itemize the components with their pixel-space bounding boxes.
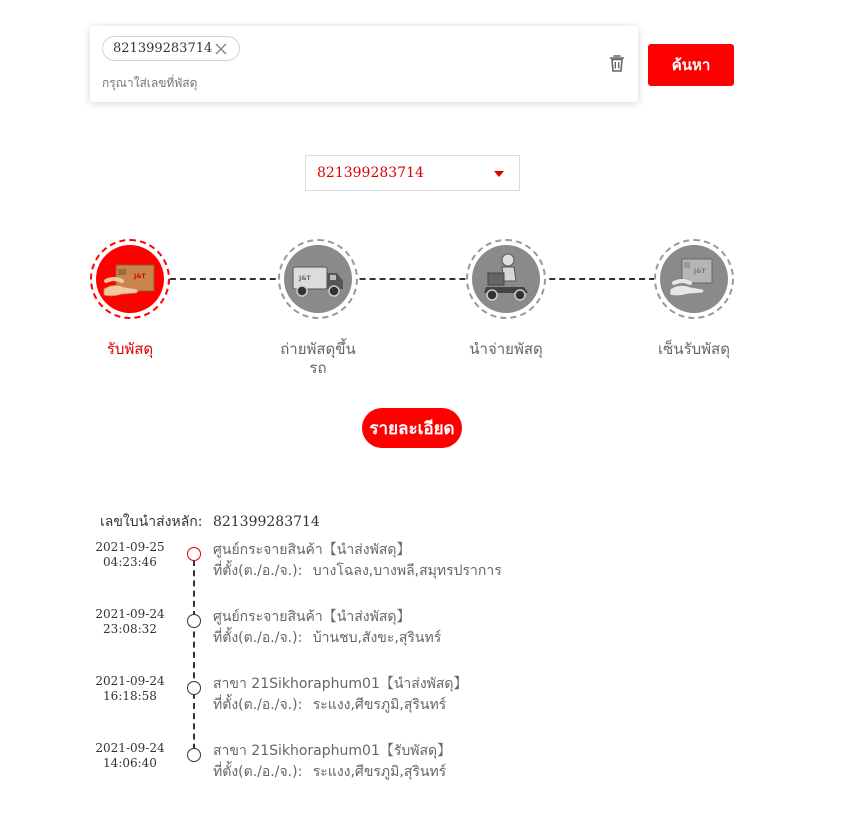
delivery-truck-icon xyxy=(284,245,352,313)
search-card xyxy=(90,26,638,102)
step-out-for-delivery xyxy=(466,239,546,319)
main-waybill xyxy=(100,511,320,533)
main-waybill-value: 821399283714 xyxy=(212,514,320,530)
location-label: ที่ตั้ง(ต./อ./จ.): xyxy=(213,630,303,646)
event-location xyxy=(213,696,446,715)
close-icon[interactable] xyxy=(214,42,228,56)
event-title: ศูนย์กระจายสินค้า【นำส่งพัสดุ】 xyxy=(213,542,411,558)
timeline-event xyxy=(0,674,867,734)
event-time: 14:06:40 xyxy=(103,756,157,770)
timeline-dot xyxy=(187,748,201,762)
step-loaded-on-truck xyxy=(278,239,358,319)
timeline-event xyxy=(0,607,867,667)
location-value: ระแงง,ศีขรภูมิ,สุรินทร์ xyxy=(312,697,447,713)
location-label: ที่ตั้ง(ต./อ./จ.): xyxy=(213,764,303,780)
courier-scooter-icon xyxy=(472,245,540,313)
event-title: สาขา 21Sikhoraphum01【รับพัสดุ】 xyxy=(213,743,452,759)
tracking-number-chip[interactable] xyxy=(102,36,240,61)
event-location xyxy=(213,763,446,782)
step-label-signed-for: เซ็นรับพัสดุ xyxy=(658,340,730,358)
event-date: 2021-09-24 xyxy=(95,741,165,755)
select-value: 821399283714 xyxy=(317,165,424,181)
signature-receipt-icon xyxy=(660,245,728,313)
event-date: 2021-09-24 xyxy=(95,674,165,688)
step-label-parcel-received: รับพัสดุ xyxy=(106,340,154,358)
location-label: ที่ตั้ง(ต./อ./จ.): xyxy=(213,563,303,579)
location-label: ที่ตั้ง(ต./อ./จ.): xyxy=(213,697,303,713)
event-location xyxy=(213,562,502,581)
event-time: 04:23:46 xyxy=(103,555,157,569)
event-time: 23:08:32 xyxy=(103,622,157,636)
svg-text:J&T: J&T xyxy=(134,273,146,280)
step-label-out-for-delivery: นำจ่ายพัสดุ xyxy=(469,340,543,358)
search-hint: กรุณาใส่เลขที่พัสดุ xyxy=(102,76,198,90)
timeline-dot xyxy=(187,547,201,561)
timeline-event xyxy=(0,540,867,600)
event-title: สาขา 21Sikhoraphum01【นำส่งพัสดุ】 xyxy=(213,676,468,692)
location-value: ระแงง,ศีขรภูมิ,สุรินทร์ xyxy=(312,764,447,780)
event-time: 16:18:58 xyxy=(103,689,157,703)
caret-down-icon xyxy=(494,171,504,177)
progress-connector xyxy=(130,278,695,280)
timeline-dot xyxy=(187,614,201,628)
trash-icon[interactable] xyxy=(609,54,625,73)
step-signed-for xyxy=(654,239,734,319)
timeline-event xyxy=(0,741,867,801)
svg-text:J&T: J&T xyxy=(299,275,311,282)
parcel-handover-icon xyxy=(96,245,164,313)
step-label-loaded-on-truck: ถ่ายพัสดุขึ้นรถ xyxy=(280,340,356,377)
event-date: 2021-09-24 xyxy=(95,607,165,621)
location-value: บางโฉลง,บางพลี,สมุทรปราการ xyxy=(312,563,502,579)
search-button[interactable]: ค้นหา xyxy=(648,44,734,86)
event-title: ศูนย์กระจายสินค้า【นำส่งพัสดุ】 xyxy=(213,609,411,625)
svg-text:J&T: J&T xyxy=(694,268,706,275)
chip-value: 821399283714 xyxy=(113,41,213,56)
tracking-number-select[interactable] xyxy=(305,155,520,191)
location-value: บ้านชบ,สังขะ,สุรินทร์ xyxy=(312,630,442,646)
main-waybill-label: เลขใบนำส่งหลัก: xyxy=(100,514,203,530)
event-date: 2021-09-25 xyxy=(95,540,165,554)
timeline-dot xyxy=(187,681,201,695)
event-location xyxy=(213,629,441,648)
step-parcel-received xyxy=(90,239,170,319)
details-button[interactable]: รายละเอียด xyxy=(362,408,462,448)
